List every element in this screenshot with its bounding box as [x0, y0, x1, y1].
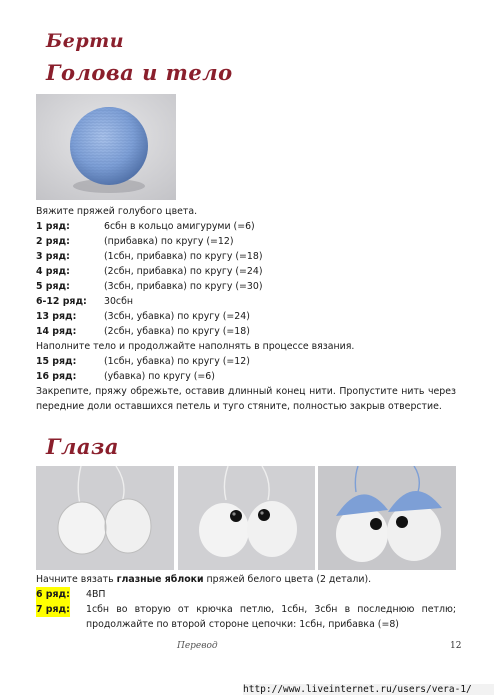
row-label: 4 ряд:	[36, 266, 70, 277]
eyes-intro-text-end: пряжей белого цвета (2 детали).	[203, 574, 372, 585]
row-label: 3 ряд:	[36, 251, 70, 262]
photo-eyes-with-pupils	[178, 466, 315, 570]
eyes-intro-text: Начните вязать	[36, 574, 117, 585]
eye-row-label: 6 ряд:	[36, 589, 70, 600]
row-text: (2сбн, прибавка) по кругу (=24)	[104, 266, 263, 277]
row-text: 30сбн	[104, 296, 133, 307]
row-label: 15 ряд:	[36, 356, 77, 367]
row-text: (2сбн, убавка) по кругу (=18)	[104, 326, 250, 337]
blue-ball-image	[36, 94, 176, 200]
eye-row-text: 4ВП	[86, 589, 106, 600]
photo-eyes-with-lids	[318, 466, 456, 570]
row-text: (3сбн, прибавка) по кругу (=30)	[104, 281, 263, 292]
section-title-eyes: Глаза	[46, 434, 119, 459]
source-url[interactable]: http://www.liveinternet.ru/users/vera-1/	[243, 684, 494, 695]
row-text: (убавка) по кругу (=6)	[104, 371, 215, 382]
row-label: 14 ряд:	[36, 326, 77, 337]
row-text: (прибавка) по кругу (=12)	[104, 236, 234, 247]
row-text: 6сбн в кольцо амигуруми (=6)	[104, 221, 255, 232]
pattern-title: Берти	[46, 30, 125, 52]
eye-row-label: 7 ряд:	[36, 604, 70, 615]
section-title-head-body: Голова и тело	[46, 60, 233, 85]
stuffing-note: Наполните тело и продолжайте наполнять в процессе вязания.	[36, 341, 355, 352]
eyes-pupils-image	[178, 466, 315, 570]
photo-blue-ball	[36, 94, 176, 200]
color-instruction: Вяжите пряжей голубого цвета.	[36, 206, 198, 217]
row-label: 2 ряд:	[36, 236, 70, 247]
footer-translation-label: Перевод	[177, 641, 218, 651]
eyes-plain-image	[36, 466, 174, 570]
eyes-lids-image	[318, 466, 456, 570]
eyes-instruction	[36, 572, 371, 587]
page-number: 12	[450, 641, 462, 651]
row-text: (1сбн, прибавка) по кругу (=18)	[104, 251, 263, 262]
eye-row-text: 1сбн во вторую от крючка петлю, 1сбн, 3сбн в последнюю петлю; продолжайте по второй стороне цепочки: 1сбн, прибавка (=8)	[86, 604, 456, 630]
row-label: 13 ряд:	[36, 311, 77, 322]
row-label: 1 ряд:	[36, 221, 70, 232]
row-text: (1сбн, убавка) по кругу (=12)	[104, 356, 250, 367]
row-text: (3сбн, убавка) по кругу (=24)	[104, 311, 250, 322]
photo-eyes-plain	[36, 466, 174, 570]
row-label: 16 ряд:	[36, 371, 77, 382]
row-label: 6-12 ряд:	[36, 296, 87, 307]
finishing-note: Закрепите, пряжу обрежьте, оставив длинный конец нити. Пропустите нить через передние доли оставшихся петель и туго стяните, полностью закрыв отверстие.	[36, 386, 456, 412]
row-label: 5 ряд:	[36, 281, 70, 292]
eyes-intro-bold: глазные яблоки	[116, 574, 204, 585]
